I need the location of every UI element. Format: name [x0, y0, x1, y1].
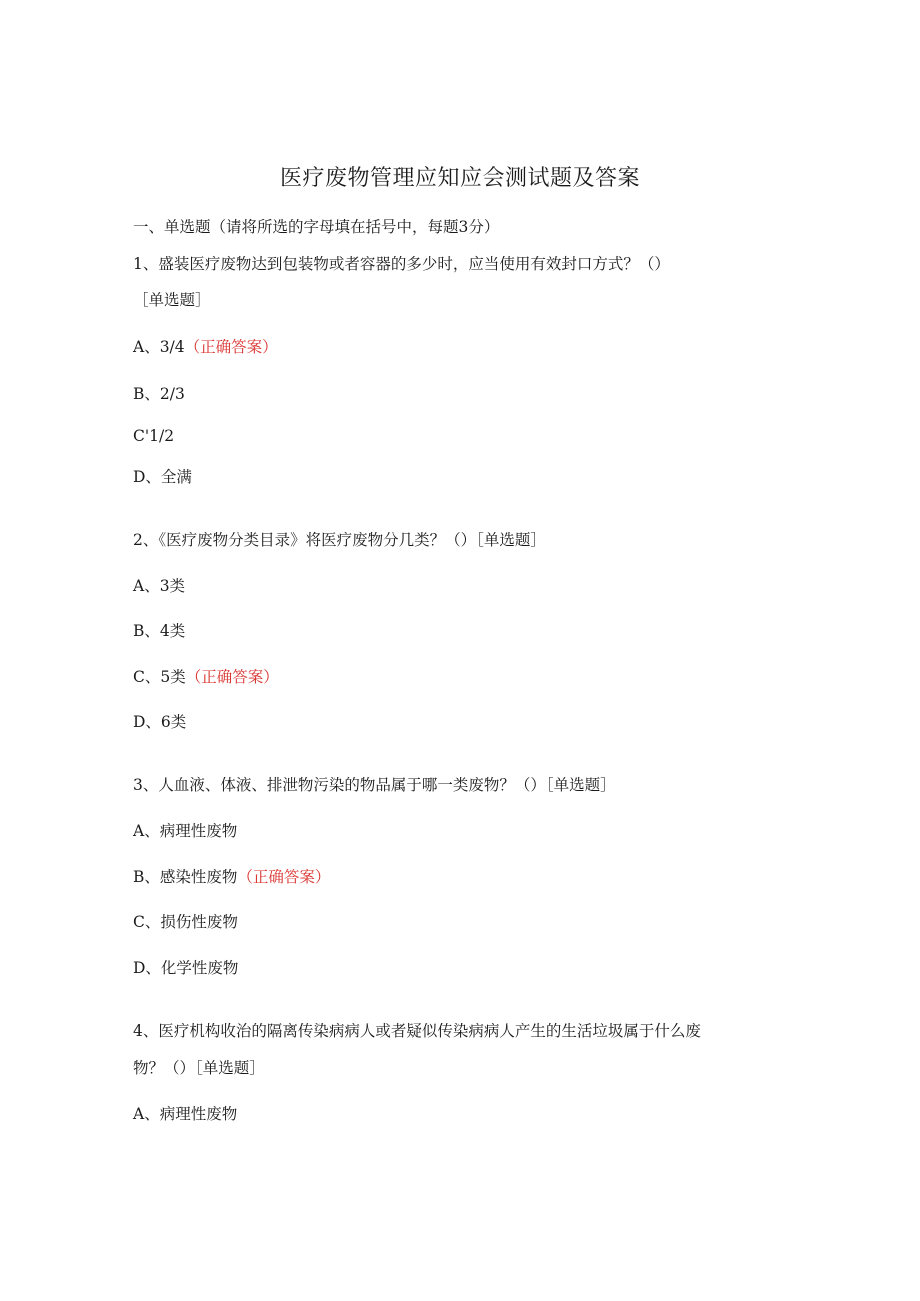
question-2-option-b: B、4类: [133, 622, 186, 640]
question-2-option-a: A、3类: [133, 577, 186, 595]
question-3-option-d: D、化学性废物: [133, 959, 239, 977]
question-3-option-c: C、损伤性废物: [133, 913, 238, 931]
question-1-option-d: D、全满: [133, 468, 192, 486]
question-3-option-a: A、病理性废物: [133, 822, 238, 840]
question-2-option-d: D、6类: [133, 713, 187, 731]
question-1-type: ［单选题］: [133, 291, 211, 309]
option-text: B、感染性废物: [133, 868, 238, 886]
correct-answer-mark: （正确答案）: [185, 668, 279, 686]
question-1-text: 1、盛装医疗废物达到包装物或者容器的多少时，应当使用有效封口方式？（）: [133, 255, 670, 273]
question-2-text: 2、《医疗废物分类目录》将医疗废物分几类？（）［单选题］: [133, 531, 546, 549]
question-1-option-c: C'1/2: [133, 427, 175, 445]
section-heading: 一、单选题（请将所选的字母填在括号中，每题3分）: [133, 218, 500, 236]
question-2-option-c: [133, 665, 279, 689]
question-3-option-b: [133, 865, 330, 889]
document-title: 医疗废物管理应知应会测试题及答案: [279, 166, 640, 191]
question-4-text-continued: 物？（）［单选题］: [133, 1059, 265, 1077]
option-text: C、5类: [133, 668, 186, 686]
question-3-text: 3、人血液、体液、排泄物污染的物品属于哪一类废物？（）［单选题］: [133, 776, 616, 794]
question-4-option-a: A、病理性废物: [133, 1105, 238, 1123]
question-1-option-b: B、2/3: [133, 385, 185, 403]
question-4-text: 4、医疗机构收治的隔离传染病病人或者疑似传染病病人产生的生活垃圾属于什么废: [133, 1022, 701, 1040]
correct-answer-mark: （正确答案）: [237, 868, 331, 886]
option-text: A、3/4: [133, 338, 185, 356]
question-1-option-a: [133, 335, 278, 359]
correct-answer-mark: （正确答案）: [184, 338, 278, 356]
